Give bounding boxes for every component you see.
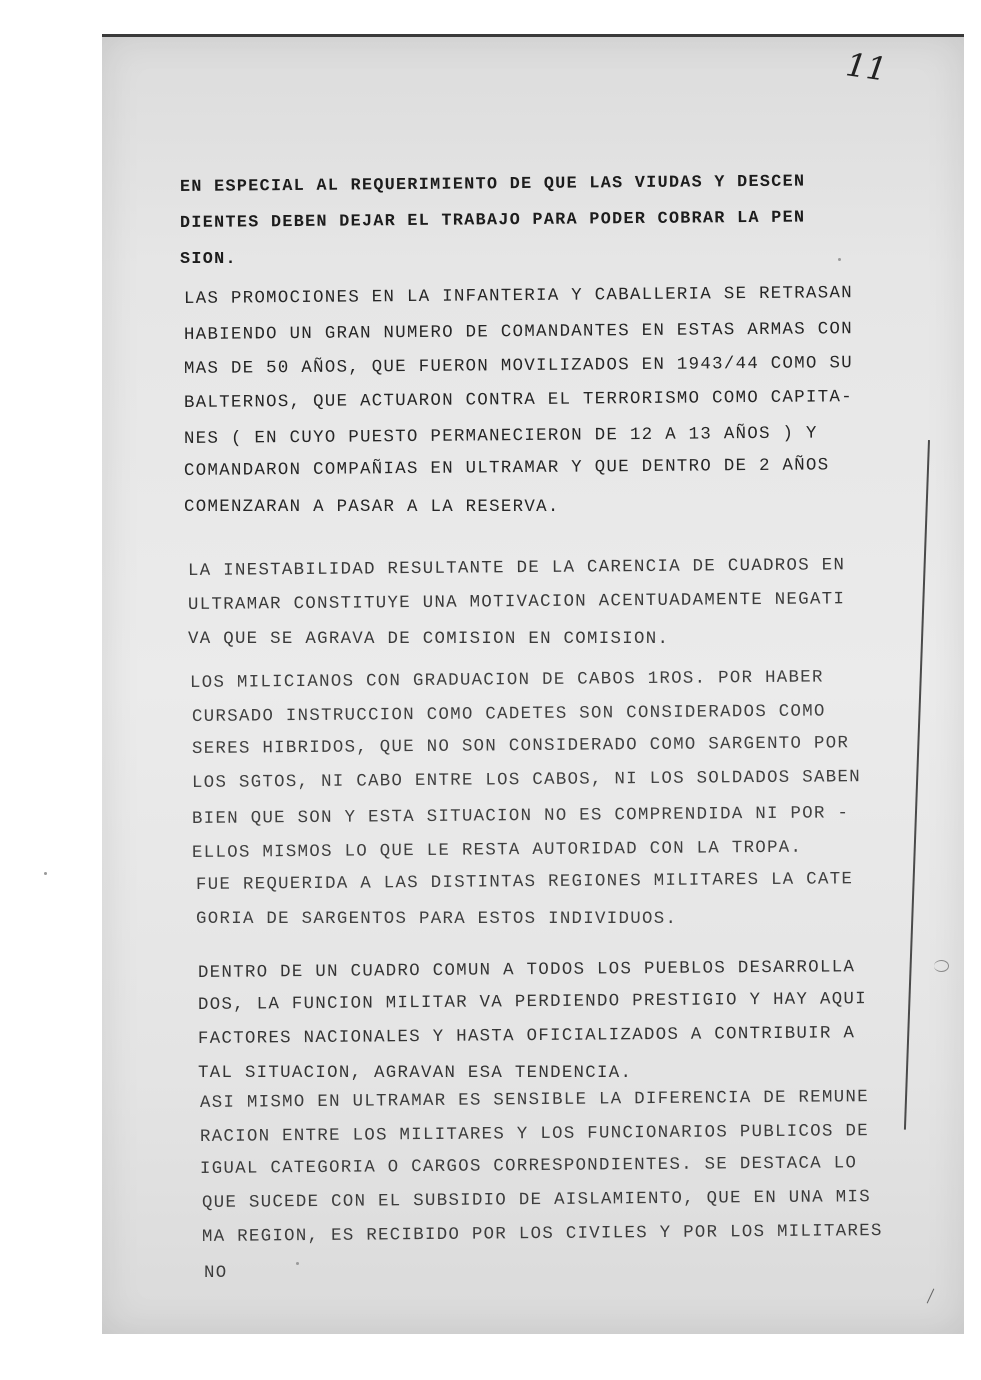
text-line: GORIA DE SARGENTOS PARA ESTOS INDIVIDUOS. [196, 910, 678, 929]
text-line: ULTRAMAR CONSTITUYE UNA MOTIVACION ACENTUADAMENTE NEGATI [187, 590, 846, 615]
text-line: SERES HIBRIDOS, QUE NO SON CONSIDERADO COMO SARGENTO POR [191, 734, 850, 759]
text-line: CURSADO INSTRUCCION COMO CADETES SON CONSIDERADOS COMO [191, 702, 826, 727]
text-line: BALTERNOS, QUE ACTUARON CONTRA EL TERRORISMO COMO CAPITA- [183, 388, 854, 413]
text-line: LOS MILICIANOS CON GRADUACION DE CABOS 1ROS. POR HABER [189, 668, 824, 693]
text-line: LA INESTABILIDAD RESULTANTE DE LA CARENCIA DE CUADROS EN [187, 556, 846, 581]
text-line: SION. [180, 250, 237, 269]
text-line: MA REGION, ES RECIBIDO POR LOS CIVILES Y POR LOS MILITARES [201, 1222, 883, 1247]
text-line: COMANDARON COMPAÑIAS EN ULTRAMAR Y QUE DENTRO DE 2 AÑOS [183, 456, 830, 481]
text-line: DENTRO DE UN CUADRO COMUN A TODOS LOS PUEBLOS DESARROLLA [197, 958, 856, 983]
text-line: MAS DE 50 AÑOS, QUE FUERON MOVILIZADOS EN 1943/44 COMO SU [183, 354, 854, 379]
page-top-edge [102, 34, 964, 37]
text-line: HABIENDO UN GRAN NUMERO DE COMANDANTES EN ESTAS ARMAS CON [183, 320, 854, 345]
text-line: DOS, LA FUNCION MILITAR VA PERDIENDO PRESTIGIO Y HAY AQUI [197, 990, 868, 1015]
text-line: LAS PROMOCIONES EN LA INFANTERIA Y CABALLERIA SE RETRASAN [183, 284, 854, 309]
text-line: DIENTES DEBEN DEJAR EL TRABAJO PARA PODER COBRAR LA PEN [179, 208, 806, 233]
text-line: RACION ENTRE LOS MILITARES Y LOS FUNCIONARIOS PUBLICOS DE [199, 1122, 870, 1147]
page-number: 11 [843, 45, 890, 89]
text-line: FACTORES NACIONALES Y HASTA OFICIALIZADOS A CONTRIBUIR A [197, 1024, 856, 1049]
speck [296, 1262, 299, 1265]
text-line: TAL SITUACION, AGRAVAN ESA TENDENCIA. [198, 1064, 633, 1083]
text-line: LOS SGTOS, NI CABO ENTRE LOS CABOS, NI LOS SOLDADOS SABEN [191, 768, 862, 793]
text-line: COMENZARAN A PASAR A LA RESERVA. [184, 498, 560, 517]
text-line: VA QUE SE AGRAVA DE COMISION EN COMISION. [188, 630, 670, 649]
text-line: QUE SUCEDE CON EL SUBSIDIO DE AISLAMIENTO, QUE EN UNA MIS [201, 1188, 872, 1213]
text-line: EN ESPECIAL AL REQUERIMIENTO DE QUE LAS VIUDAS Y DESCEN [179, 172, 806, 197]
text-line: BIEN QUE SON Y ESTA SITUACION NO ES COMPRENDIDA NI POR - [191, 804, 850, 829]
text-line: FUE REQUERIDA A LAS DISTINTAS REGIONES MILITARES LA CATE [195, 870, 854, 895]
text-line: ASI MISMO EN ULTRAMAR ES SENSIBLE LA DIFERENCIA DE REMUNE [199, 1088, 870, 1113]
text-line: IGUAL CATEGORIA O CARGOS CORRESPONDIENTES. SE DESTACA LO [199, 1154, 858, 1179]
speck [838, 258, 841, 261]
text-line: ELLOS MISMOS LO QUE LE RESTA AUTORIDAD CON LA TROPA. [191, 838, 803, 863]
text-line: NO [204, 1264, 228, 1283]
margin-pen-curl [934, 960, 949, 972]
text-line: NES ( EN CUYO PUESTO PERMANECIERON DE 12 A 13 AÑOS ) Y [183, 424, 818, 449]
speck [44, 872, 47, 875]
